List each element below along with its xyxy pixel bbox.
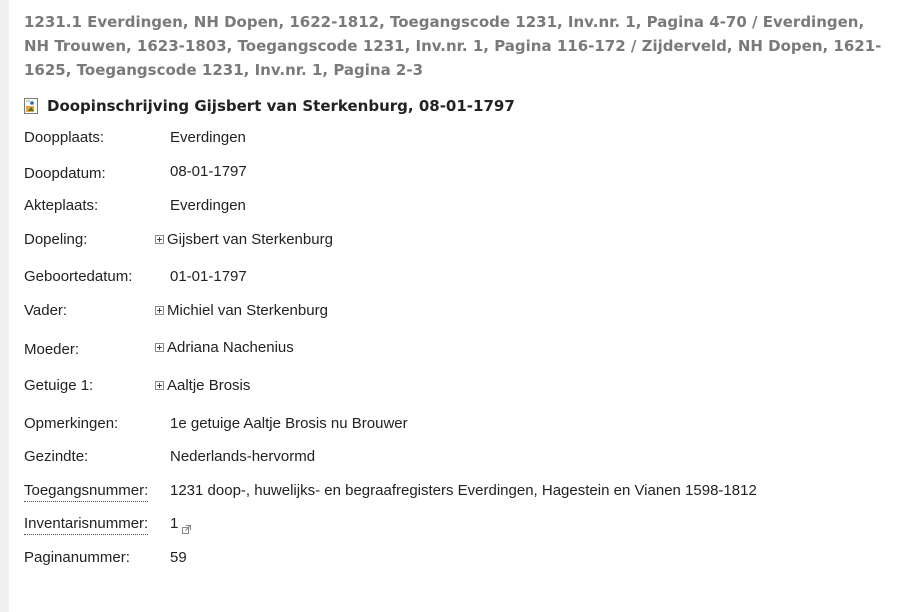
field-dopeling (24, 231, 885, 268)
field-opmerkingen (24, 415, 885, 448)
gezindte-value: Nederlands-hervormd (170, 448, 316, 465)
field-doopdatum (24, 163, 885, 197)
field-moeder (24, 339, 885, 377)
external-link-icon[interactable] (182, 521, 191, 530)
akteplaats-label: Akteplaats: (24, 197, 99, 214)
moeder-label: Moeder: (24, 341, 80, 358)
document-icon (24, 98, 39, 114)
geboortedatum-label: Geboortedatum: (24, 268, 133, 285)
doopdatum-label: Doopdatum: (24, 165, 106, 182)
paginanummer-label: Paginanummer: (24, 549, 130, 566)
dopeling-value[interactable]: Gijsbert van Sterkenburg (167, 231, 333, 248)
source-heading: 1231.1 Everdingen, NH Dopen, 1622-1812, Toegangscode 1231, Inv.nr. 1, Pagina 4-70 / Everdingen, NH Trouwen, 1623-1803, Toegangscode 1231, Inv.nr. 1, Pagina 116-172 / Zijderveld, NH Dopen, 1621-1625, Toegangscode 1231, Inv.nr. 1, Pagina 2-3 (24, 13, 882, 79)
vader-value[interactable]: Michiel van Sterkenburg (167, 302, 328, 319)
record-title (24, 95, 885, 117)
vader-expand-icon[interactable] (155, 306, 164, 315)
getuige1-value[interactable]: Aaltje Brosis (167, 377, 251, 394)
field-inventarisnummer (24, 515, 885, 549)
inventarisnummer-label[interactable]: Inventarisnummer: (24, 515, 170, 532)
opmerkingen-label: Opmerkingen: (24, 415, 119, 432)
field-getuige1 (24, 377, 885, 415)
toegangsnummer-value: 1231 doop-, huwelijks- en begraafregisters Everdingen, Hagestein en Vianen 1598-1812 (170, 482, 757, 499)
moeder-value[interactable]: Adriana Nachenius (167, 339, 294, 356)
record-content (24, 0, 885, 583)
gezindte-label: Gezindte: (24, 448, 89, 465)
akteplaats-value: Everdingen (170, 197, 246, 214)
record-title-text: Doopinschrijving Gijsbert van Sterkenburg, 08-01-1797 (47, 97, 515, 115)
field-gezindte (24, 448, 885, 482)
vader-label: Vader: (24, 302, 68, 319)
getuige1-label: Getuige 1: (24, 377, 94, 394)
field-toegangsnummer (24, 482, 885, 515)
getuige1-expand-icon[interactable] (155, 381, 164, 390)
field-geboortedatum (24, 268, 885, 302)
field-akteplaats (24, 197, 885, 231)
field-paginanummer (24, 549, 885, 583)
doopplaats-label: Doopplaats: (24, 129, 105, 146)
doopplaats-value: Everdingen (170, 129, 246, 146)
doopdatum-value: 08-01-1797 (170, 163, 247, 180)
dopeling-expand-icon[interactable] (155, 235, 164, 244)
field-vader (24, 302, 885, 339)
inventarisnummer-value[interactable]: 1 (170, 515, 179, 532)
left-sidebar-strip (0, 0, 9, 612)
toegangsnummer-label[interactable]: Toegangsnummer: (24, 482, 170, 499)
paginanummer-value: 59 (170, 549, 187, 566)
geboortedatum-value: 01-01-1797 (170, 268, 247, 285)
dopeling-label: Dopeling: (24, 231, 88, 248)
opmerkingen-value: 1e getuige Aaltje Brosis nu Brouwer (170, 415, 408, 432)
field-doopplaats (24, 129, 885, 163)
moeder-expand-icon[interactable] (155, 343, 164, 352)
